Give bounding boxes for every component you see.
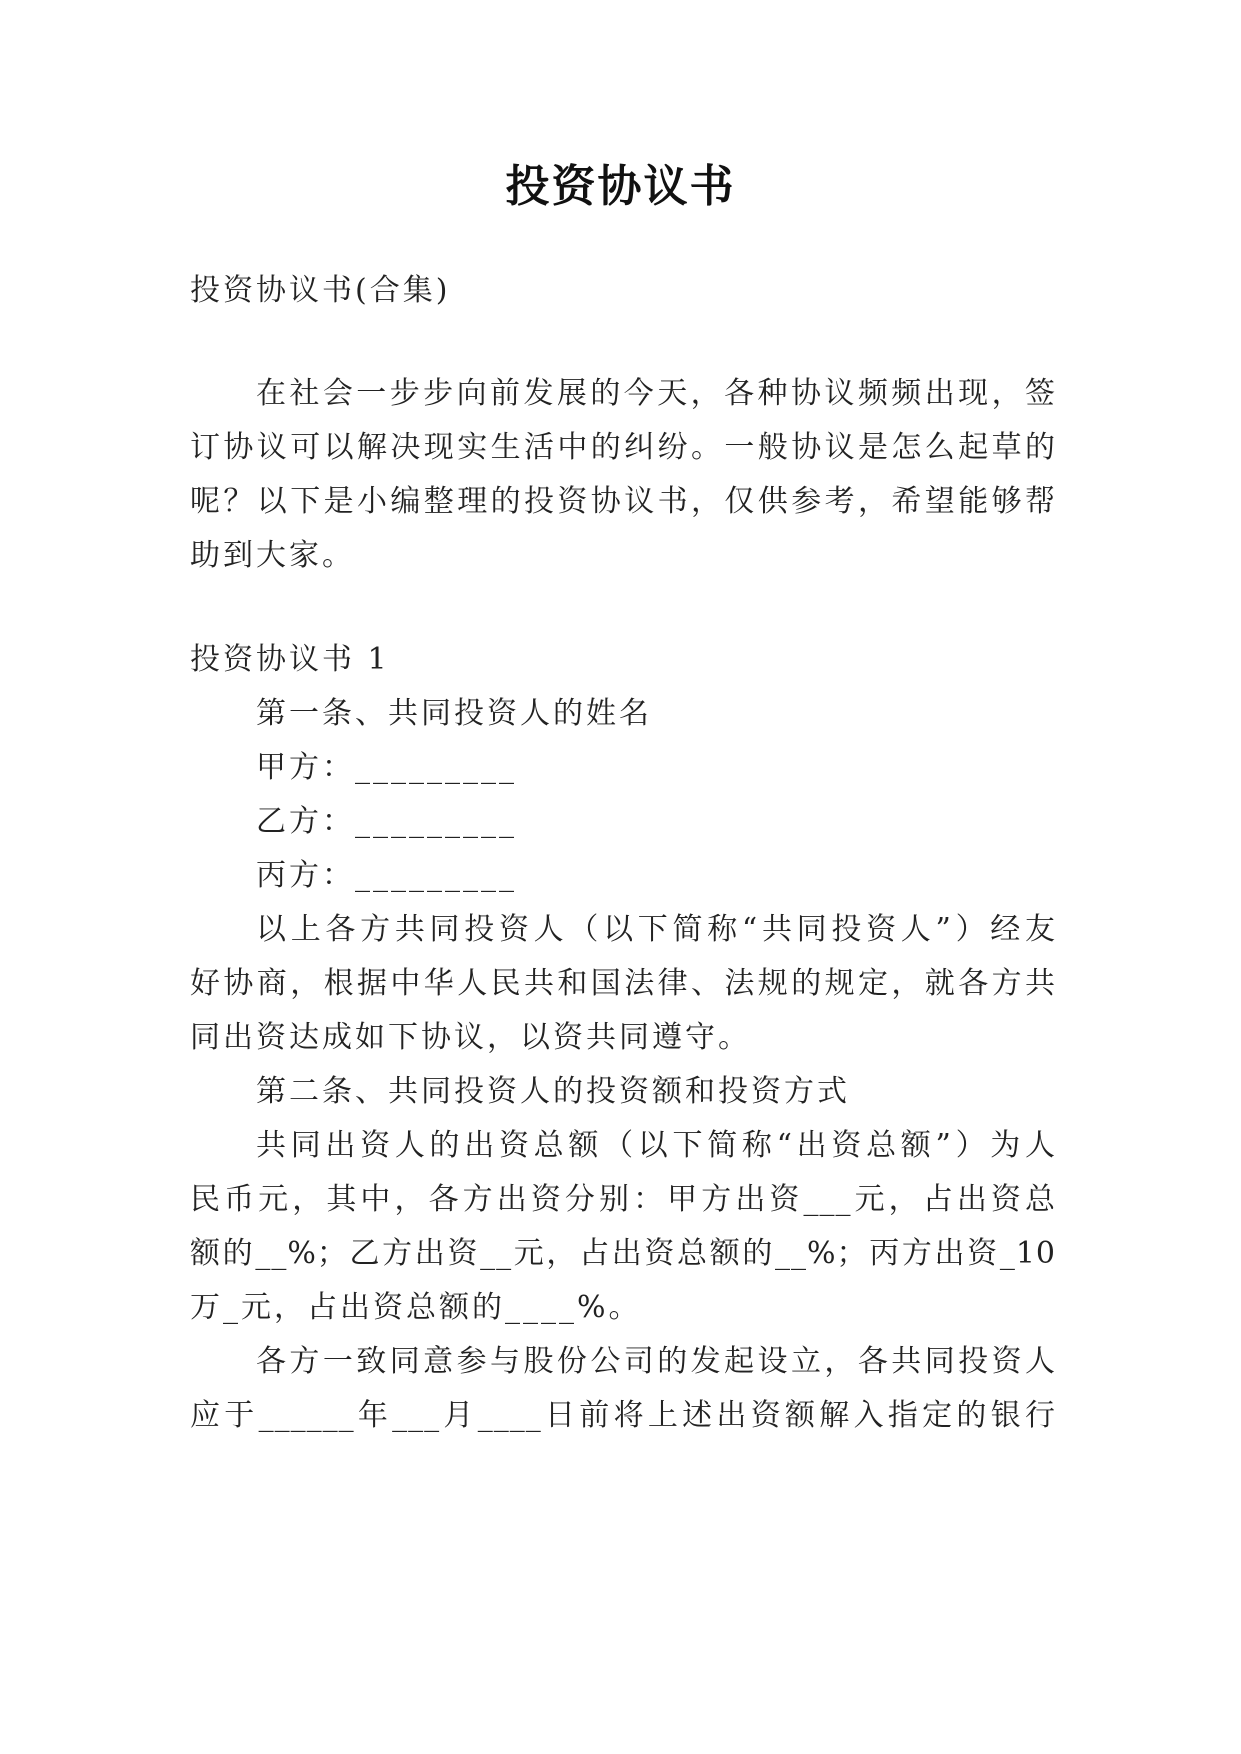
para3-line-1: 各方一致同意参与股份公司的发起设立，各共同投资人 — [256, 1344, 1056, 1379]
article-2-title: 第二条、共同投资人的投资额和投资方式 — [256, 1074, 850, 1109]
intro-line-2: 订协议可以解决现实生活中的纠纷。一般协议是怎么起草的 — [190, 430, 1056, 465]
document-title: 投资协议书 — [505, 161, 736, 212]
para2-line-4: 万_元，占出资总额的____%。 — [190, 1290, 642, 1325]
party-b-line: 乙方：_________ — [256, 804, 517, 839]
para2-line-2: 民币元，其中，各方出资分别：甲方出资___元，占出资总 — [190, 1182, 1056, 1217]
intro-line-4: 助到大家。 — [190, 538, 355, 573]
party-c-line: 丙方：_________ — [256, 858, 517, 893]
intro-line-3: 呢？以下是小编整理的投资协议书，仅供参考，希望能够帮 — [190, 484, 1056, 519]
intro-line-1: 在社会一步步向前发展的今天，各种协议频频出现，签 — [256, 376, 1056, 411]
para3-line-2: 应于______年___月____日前将上述出资额解入指定的银行 — [190, 1398, 1056, 1433]
para1-line-2: 好协商，根据中华人民共和国法律、法规的规定，就各方共 — [190, 966, 1056, 1001]
para2-line-1: 共同出资人的出资总额（以下简称“出资总额”）为人 — [256, 1128, 1056, 1163]
party-a-line: 甲方：_________ — [256, 750, 517, 785]
para1-line-3: 同出资达成如下协议，以资共同遵守。 — [190, 1020, 751, 1055]
document-subtitle: 投资协议书(合集) — [190, 273, 451, 308]
section-heading: 投资协议书 1 — [190, 642, 390, 677]
article-1-title: 第一条、共同投资人的姓名 — [256, 696, 652, 731]
para2-line-3: 额的__%；乙方出资__元，占出资总额的__%；丙方出资_10 — [190, 1236, 1056, 1271]
para1-line-1: 以上各方共同投资人（以下简称“共同投资人”）经友 — [256, 912, 1056, 947]
